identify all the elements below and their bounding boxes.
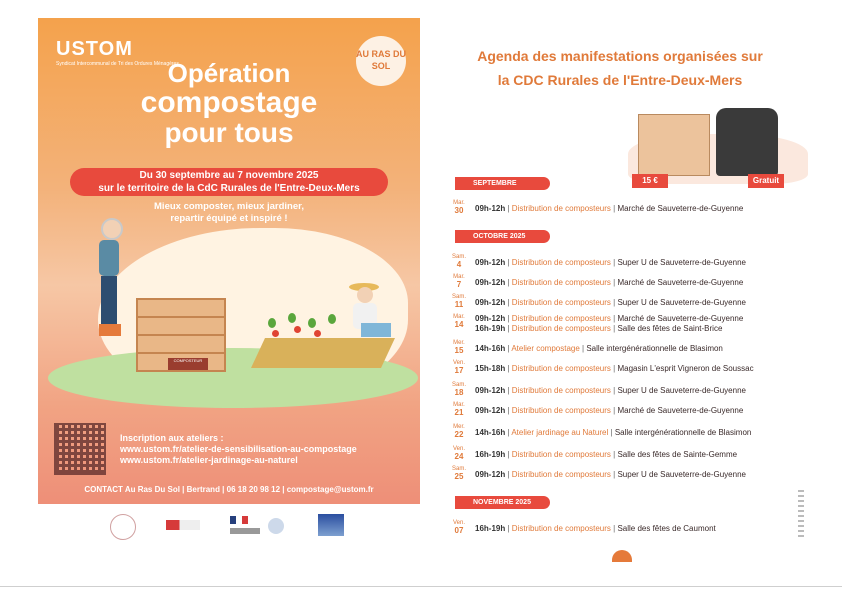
agenda-day-number: 7 [456, 280, 462, 289]
date-banner-line-1: Du 30 septembre au 7 novembre 2025 [139, 170, 319, 181]
wooden-composter-illustration [638, 114, 710, 176]
agenda-title [455, 44, 785, 92]
agenda-row [448, 402, 788, 422]
agenda-date [448, 424, 470, 438]
agenda-place: Salle intergénérationnelle de Blasimon [614, 428, 752, 437]
agenda-row [448, 314, 788, 334]
agenda-entry [475, 298, 746, 307]
month-label: OCTOBRE 2025 [455, 230, 550, 243]
agenda-weekday: Sam. [451, 466, 466, 472]
agenda-date [448, 274, 470, 288]
separator: | [505, 298, 512, 307]
tagline-line-1: Mieux composter, mieux jardiner, [154, 201, 304, 212]
agenda-date [448, 200, 470, 214]
separator: | [610, 524, 618, 533]
poster [38, 18, 420, 504]
partner-logo-5 [318, 514, 344, 536]
separator: | [505, 406, 512, 415]
separator: | [610, 298, 618, 307]
agenda-date [448, 382, 470, 396]
partner-logo-1 [110, 514, 136, 540]
tagline-line-2: repartir équipé et inspiré ! [170, 213, 288, 224]
agenda-hours: 09h-12h [475, 298, 506, 307]
margin-print-mark [798, 490, 804, 540]
agenda-date [448, 314, 470, 328]
republique-francaise-logo [230, 516, 248, 524]
agenda-event-type: Distribution de composteurs [511, 364, 611, 373]
agenda-hours: 09h-12h [475, 258, 506, 267]
agenda-weekday: Mar. [453, 200, 465, 206]
agenda-place: Super U de Sauveterre-de-Guyenne [617, 298, 746, 307]
republique-francaise-text-mark [230, 528, 260, 534]
price-wooden: 15 € [632, 174, 668, 188]
separator: | [505, 450, 512, 459]
agenda-entry [475, 258, 746, 267]
agenda-hours: 09h-12h [475, 314, 506, 323]
qr-code-icon[interactable] [54, 423, 106, 475]
separator: | [610, 314, 618, 323]
separator: | [610, 258, 618, 267]
agenda-day-number: 22 [454, 430, 464, 439]
separator: | [505, 344, 512, 353]
separator: | [505, 314, 512, 323]
agenda-date [448, 466, 470, 480]
agenda-date [448, 402, 470, 416]
ustom-logo-text: USTOM [56, 38, 133, 60]
agenda-hours: 09h-12h [475, 278, 506, 287]
agenda-entry [475, 524, 716, 533]
agenda-date [448, 254, 470, 268]
composter-bins-illustration [628, 104, 808, 190]
separator: | [579, 344, 587, 353]
date-banner [70, 168, 388, 196]
title-line-1: Opération [167, 58, 291, 88]
separator: | [610, 364, 618, 373]
separator: | [505, 204, 512, 213]
separator: | [610, 204, 618, 213]
agenda-entry [475, 314, 743, 323]
agenda-place: Salle des fêtes de Sainte-Gemme [617, 450, 738, 459]
agenda-weekday: Ven. [452, 446, 465, 452]
agenda-day-number: 4 [456, 260, 462, 269]
separator: | [505, 324, 512, 333]
agenda-title-line-1: Agenda des manifestations organisées sur [477, 48, 763, 64]
agenda-entry [475, 406, 743, 415]
agenda-place: Salle des fêtes de Saint-Brice [617, 324, 723, 333]
agenda-day-number: 17 [454, 366, 464, 375]
agenda-hours: 14h-16h [475, 344, 506, 353]
separator: | [610, 324, 618, 333]
agenda-day-number: 24 [454, 452, 464, 461]
agenda-hours: 14h-16h [475, 428, 506, 437]
au-ras-du-sol-logo: AU RAS DU SOL [356, 36, 406, 86]
agenda-date [448, 360, 470, 374]
inscription-block [120, 433, 357, 466]
agenda-place: Marché de Sauveterre-de-Guyenne [617, 406, 744, 415]
agenda-day-number: 18 [454, 388, 464, 397]
agenda-entry [475, 364, 754, 373]
separator: | [610, 386, 618, 395]
separator: | [505, 258, 512, 267]
agenda-row [448, 446, 788, 466]
agenda-event-type: Atelier compostage [511, 344, 580, 353]
agenda-weekday: Mer. [453, 424, 465, 430]
agenda-place: Salle des fêtes de Caumont [617, 524, 716, 533]
agenda-place: Super U de Sauveterre-de-Guyenne [617, 258, 746, 267]
link-compostage[interactable]: www.ustom.fr/atelier-de-sensibilisation-au-compostage [120, 444, 357, 454]
agenda-place: Super U de Sauveterre-de-Guyenne [617, 470, 746, 479]
agenda-event-type: Distribution de composteurs [511, 450, 611, 459]
agenda-hours: 09h-12h [475, 204, 506, 213]
decorative-tab [612, 550, 632, 562]
agenda-day-number: 21 [454, 408, 464, 417]
agenda-row [448, 200, 788, 220]
agenda-event-type: Distribution de composteurs [511, 258, 611, 267]
agenda-place: Magasin L'esprit Vigneron de Soussac [617, 364, 754, 373]
date-banner-line-2: sur le territoire de la CdC Rurales de l'Entre-Deux-Mers [98, 183, 360, 194]
agenda-weekday: Sam. [451, 294, 466, 300]
agenda-weekday: Ven. [452, 520, 465, 526]
title-line-2: compostage [140, 86, 318, 119]
agenda-hours: 09h-12h [475, 406, 506, 415]
agenda-day-number: 30 [454, 206, 464, 215]
agenda-entry [475, 204, 743, 213]
agenda-row [448, 360, 788, 380]
agenda-hours: 09h-12h [475, 470, 506, 479]
month-label: SEPTEMBRE 2025 [455, 177, 550, 190]
agenda-weekday: Sam. [451, 254, 466, 260]
separator: | [608, 428, 615, 437]
agenda-hours: 16h-19h [475, 524, 506, 533]
agenda-row [448, 520, 788, 540]
agenda-event-type: Distribution de composteurs [511, 324, 611, 333]
agenda-day-number: 07 [454, 526, 464, 535]
agenda-weekday: Mar. [453, 314, 465, 320]
agenda-date [448, 294, 470, 308]
agenda-event-type: Distribution de composteurs [511, 298, 611, 307]
agenda-hours: 16h-19h [475, 324, 506, 333]
agenda-event-type: Distribution de composteurs [511, 204, 611, 213]
agenda-weekday: Mer. [453, 340, 465, 346]
agenda-row [448, 274, 788, 294]
ustom-logo-subtitle: Syndicat Intercommunal de Tri des Ordures Ménagères [56, 61, 179, 67]
agenda-date [448, 446, 470, 460]
agenda-weekday: Mar. [453, 274, 465, 280]
agenda-row [448, 466, 788, 486]
agenda-event-type: Distribution de composteurs [511, 314, 611, 323]
contact-line: CONTACT Au Ras Du Sol | Bertrand | 06 18 20 98 12 | compostage@ustom.fr [84, 485, 374, 494]
agenda-day-number: 15 [454, 346, 464, 355]
agenda-entry [475, 470, 746, 479]
agenda-event-type: Distribution de composteurs [511, 470, 611, 479]
region-logo [166, 520, 200, 530]
agenda-place: Marché de Sauveterre-de-Guyenne [617, 278, 744, 287]
agenda-place: Salle intergénérationnelle de Blasimon [586, 344, 723, 353]
tagline [118, 201, 340, 225]
separator: | [610, 450, 618, 459]
inscription-label: Inscription aux ateliers : [120, 433, 224, 443]
separator: | [610, 278, 618, 287]
agenda-weekday: Mar. [453, 402, 465, 408]
agenda-weekday: Sam. [451, 382, 466, 388]
agenda-hours: 09h-12h [475, 386, 506, 395]
agenda-entry [475, 428, 751, 437]
month-label: NOVEMBRE 2025 [455, 496, 550, 509]
separator: | [505, 524, 512, 533]
compost-bin-tag: COMPOSTEUR [168, 358, 208, 370]
poster-title [38, 58, 420, 148]
agenda-date [448, 520, 470, 534]
agenda-place: Super U de Sauveterre-de-Guyenne [617, 386, 746, 395]
separator: | [610, 406, 618, 415]
separator: | [505, 470, 512, 479]
price-plastic: Gratuit [748, 174, 784, 188]
info-panel [38, 413, 420, 504]
link-jardinage[interactable]: www.ustom.fr/atelier-jardinage-au-naturel [120, 455, 298, 465]
title-line-3: pour tous [164, 117, 294, 148]
agenda-weekday: Ven. [452, 360, 465, 366]
agenda-event-type: Distribution de composteurs [511, 386, 611, 395]
agenda-title-line-2: la CDC Rurales de l'Entre-Deux-Mers [497, 72, 743, 88]
garden-bed-illustration [251, 338, 395, 368]
partner-logos [100, 514, 380, 544]
agenda-day-number: 11 [454, 300, 464, 309]
separator: | [505, 428, 512, 437]
agenda-hours: 15h-18h [475, 364, 506, 373]
agenda-entry [475, 324, 722, 333]
agenda-event-type: Distribution de composteurs [511, 278, 611, 287]
agenda-place: Marché de Sauveterre-de-Guyenne [617, 314, 744, 323]
agenda-row [448, 294, 788, 314]
agenda-place: Marché de Sauveterre-de-Guyenne [617, 204, 744, 213]
separator: | [505, 278, 512, 287]
agenda-day-number: 14 [454, 320, 464, 329]
agenda-event-type: Distribution de composteurs [511, 524, 611, 533]
agenda-row [448, 340, 788, 360]
separator: | [505, 386, 512, 395]
ademe-logo [268, 518, 284, 534]
agenda-entry [475, 344, 723, 353]
separator: | [505, 364, 512, 373]
agenda-entry [475, 278, 743, 287]
agenda-hours: 16h-19h [475, 450, 506, 459]
agenda-entry [475, 450, 737, 459]
agenda-row [448, 424, 788, 444]
plastic-composter-illustration [716, 108, 778, 176]
agenda-entry [475, 386, 746, 395]
agenda-date [448, 340, 470, 354]
separator: | [610, 470, 618, 479]
agenda-event-type: Atelier jardinage au Naturel [511, 428, 609, 437]
agenda-event-type: Distribution de composteurs [511, 406, 611, 415]
agenda-row [448, 382, 788, 402]
agenda-day-number: 25 [454, 472, 464, 481]
agenda-row [448, 254, 788, 274]
page-edge [0, 586, 842, 587]
